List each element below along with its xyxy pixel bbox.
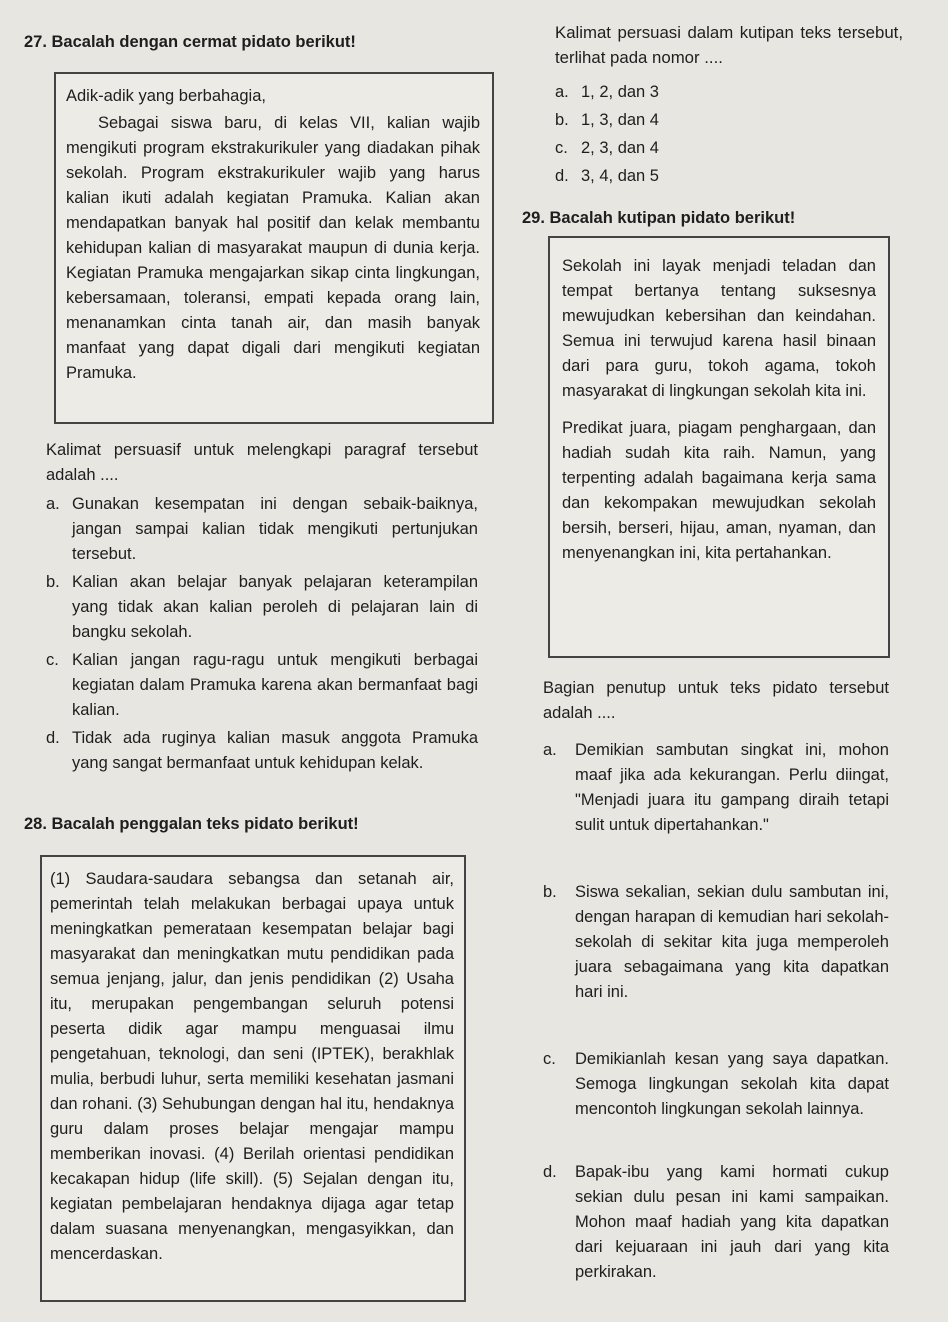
q27-option-c[interactable]	[46, 648, 478, 723]
q29-speech-box	[548, 236, 890, 658]
q28-option-d-label: d.	[555, 167, 569, 185]
q28-option-a-text: 1, 2, dan 3	[581, 83, 659, 101]
q29-option-a-label: a.	[543, 741, 557, 759]
q29-option-d-text: Bapak-ibu yang kami hormati cukup sekian dulu pesan ini kami sampaikan. Mohon maaf hadiah yang kita dapatkan dari kejuaraan ini jauh dari yang kita perkirakan.	[575, 1163, 889, 1281]
q27-option-a-text: Gunakan kesempatan ini dengan sebaik-baiknya, jangan sampai kalian tidak mengikuti pertunjukan tersebut.	[72, 495, 478, 563]
q29-option-c-label: c.	[543, 1050, 556, 1068]
q28-option-c-label: c.	[555, 139, 568, 157]
q28-option-a[interactable]	[555, 80, 855, 105]
q29-option-a[interactable]	[543, 738, 889, 838]
q27-option-b[interactable]	[46, 570, 478, 645]
q28-option-c[interactable]	[555, 136, 855, 161]
q29-option-b-label: b.	[543, 883, 557, 901]
q29-option-a-text: Demikian sambutan singkat ini, mohon maaf jika ada kekurangan. Perlu diingat, "Menjadi juara itu gampang diraih tetapi sulit untuk dipertahankan."	[575, 741, 889, 834]
q28-option-c-text: 2, 3, dan 4	[581, 139, 659, 157]
q27-option-d-text: Tidak ada ruginya kalian masuk anggota Pramuka yang sangat bermanfaat untuk kehidupan kelak.	[72, 729, 478, 772]
q28-option-a-label: a.	[555, 83, 569, 101]
q27-option-b-text: Kalian akan belajar banyak pelajaran keterampilan yang tidak akan kalian peroleh di pelajaran lain di bangku sekolah.	[72, 573, 478, 641]
q28-question: Kalimat persuasi dalam kutipan teks tersebut, terlihat pada nomor ....	[555, 23, 903, 67]
q29-option-d-label: d.	[543, 1163, 557, 1181]
q27-option-c-text: Kalian jangan ragu-ragu untuk mengikuti berbagai kegiatan dalam Pramuka karena akan bermanfaat bagi kalian.	[72, 651, 478, 719]
q29-option-c-text: Demikianlah kesan yang saya dapatkan. Semoga lingkungan sekolah kita dapat mencontoh lingkungan sekolah lainnya.	[575, 1050, 889, 1118]
q28-speech-text: (1) Saudara-saudara sebangsa dan setanah air, pemerintah telah melakukan berbagai upaya untuk meningkatkan pemerataan kesempatan belajar bagi masyarakat dan meningkatkan mutu pendidikan pada semua jenjang, jalur, dan jenis pendidikan (2) Usaha itu, merupakan pengembangan seluruh potensi peserta didik agar mampu menguasai ilmu pengetahuan, teknologi, dan seni (IPTEK), berakhlak mulia, berbudi luhur, serta memiliki kesehatan jasmani dan rohani. (3) Sehubungan dengan hal itu, hendaknya guru dalam proses belajar mengajar mampu memberikan inovasi. (4) Berilah orientasi pendidikan kecakapan hidup (life skill). (5) Sejalan dengan itu, kegiatan pembelajaran hendaknya dijaga agar tetap dalam suasana menyenangkan, mengasyikkan, dan mencerdaskan.	[50, 870, 454, 1263]
q29-speech-paragraph-1: Sekolah ini layak menjadi teladan dan tempat bertanya tentang suksesnya mewujudkan kebersihan dan keindahan. Semua ini terwujud karena hasil binaan dari para guru, tokoh agama, tokoh masyarakat di lingkungan sekolah kita ini.	[562, 257, 876, 400]
q27-speech-greeting: Adik-adik yang berbahagia,	[66, 87, 266, 105]
q29-option-d[interactable]	[543, 1160, 889, 1285]
q29-speech-paragraph-2: Predikat juara, piagam penghargaan, dan hadiah sudah kita raih. Namun, yang terpenting adalah bagaimana kerja sama dan kekompakan mewujudkan sekolah bersih, berseri, hijau, aman, nyaman, dan menyenangkan ini, kita pertahankan.	[562, 419, 876, 562]
q27-option-a-label: a.	[46, 495, 60, 513]
q27-option-d[interactable]	[46, 726, 478, 776]
q27-option-a[interactable]	[46, 492, 478, 567]
q27-question: Kalimat persuasif untuk melengkapi paragraf tersebut adalah ....	[46, 441, 478, 484]
q28-option-d[interactable]	[555, 164, 855, 189]
q28-option-b-text: 1, 3, dan 4	[581, 111, 659, 129]
q29-option-c[interactable]	[543, 1047, 889, 1122]
q28-title: 28. Bacalah penggalan teks pidato berikut!	[24, 815, 359, 833]
q27-option-b-label: b.	[46, 573, 60, 591]
q28-option-b-label: b.	[555, 111, 569, 129]
q29-option-b[interactable]	[543, 880, 889, 1005]
q28-option-b[interactable]	[555, 108, 855, 133]
q28-option-d-text: 3, 4, dan 5	[581, 167, 659, 185]
q29-question: Bagian penutup untuk teks pidato tersebut adalah ....	[543, 679, 889, 722]
q29-option-b-text: Siswa sekalian, sekian dulu sambutan ini, dengan harapan di kemudian hari sekolah-sekolah di sekitar kita juga memperoleh juara sebagaimana yang kita dapatkan hari ini.	[575, 883, 889, 1001]
q28-speech-box	[40, 855, 466, 1302]
q27-speech-box	[54, 72, 494, 424]
q27-title: 27. Bacalah dengan cermat pidato berikut!	[24, 33, 356, 51]
q27-speech-body: Sebagai siswa baru, di kelas VII, kalian wajib mengikuti program ekstrakurikuler yang diadakan pihak sekolah. Program ekstrakurikuler wajib yang harus kalian ikuti adalah kegiatan Pramuka. Kalian akan mendapatkan banyak hal positif dan kelak membantu kehidupan kalian di masyarakat maupun di dunia kerja. Kegiatan Pramuka mengajarkan sikap cinta lingkungan, kebersamaan, toleransi, empati kepada orang lain, menanamkan cinta tanah air, dan masih banyak manfaat yang dapat digali dari mengikuti kegiatan Pramuka.	[66, 114, 480, 382]
q29-title: 29. Bacalah kutipan pidato berikut!	[522, 209, 796, 227]
q27-option-d-label: d.	[46, 729, 60, 747]
q27-option-c-label: c.	[46, 651, 59, 669]
